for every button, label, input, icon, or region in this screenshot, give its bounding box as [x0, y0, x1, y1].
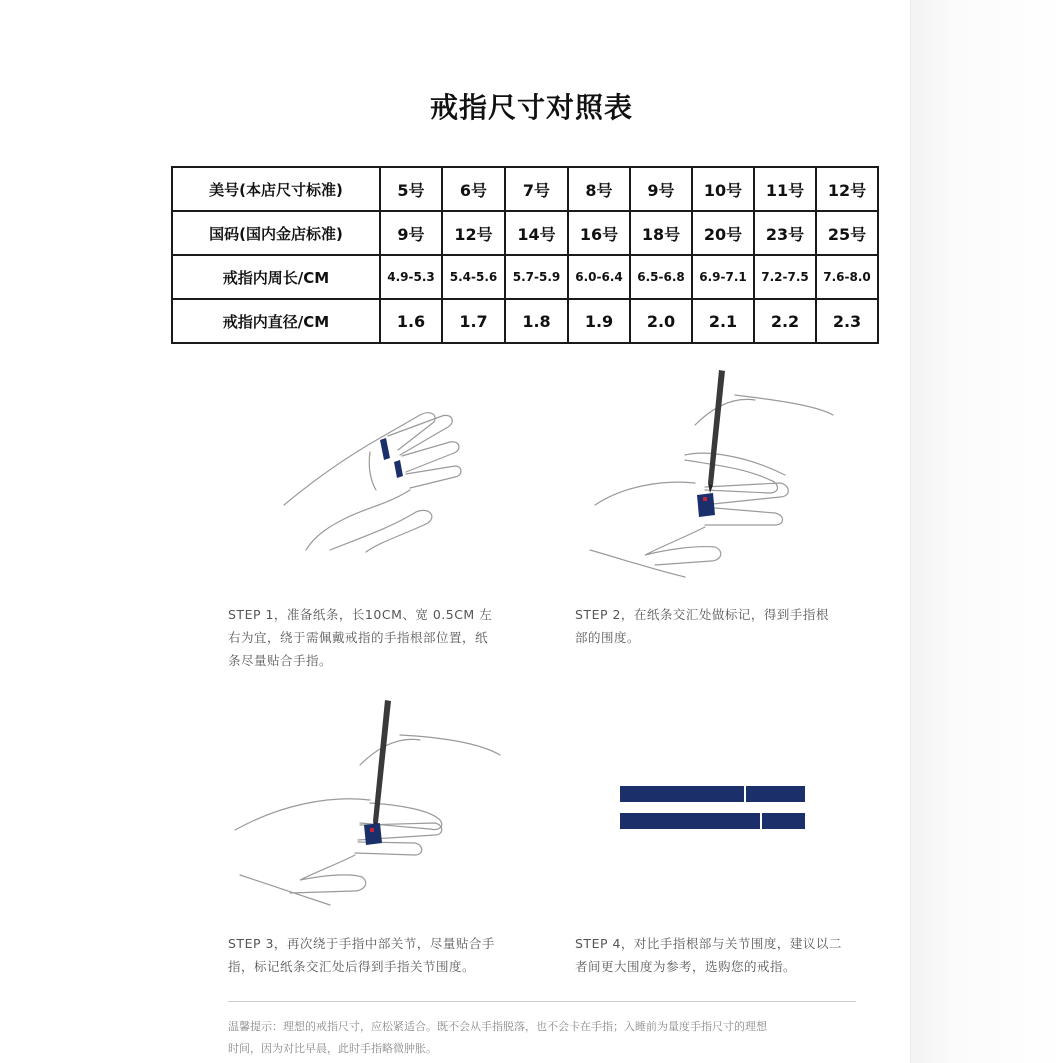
- table-cell: 6号: [442, 167, 505, 211]
- table-cell: 6.9-7.1: [692, 255, 754, 299]
- paper-strip: [364, 823, 382, 845]
- step4-line: 者间更大围度为参考，选购您的戒指。: [575, 959, 797, 974]
- row-label: 国码(国内金店标准): [172, 211, 380, 255]
- strip-knuckle: [620, 813, 805, 829]
- step2-text: [575, 603, 875, 649]
- table-cell: 8号: [568, 167, 630, 211]
- footer-divider: [228, 1001, 856, 1002]
- table-row: [172, 299, 878, 343]
- table-cell: 25号: [816, 211, 878, 255]
- table-row: [172, 211, 878, 255]
- table-cell: 1.8: [505, 299, 568, 343]
- step4-text: [575, 932, 875, 978]
- step4-line: STEP 4，对比手指根部与关节围度，建议以二: [575, 936, 842, 951]
- strip-base: [620, 786, 805, 802]
- table-cell: 9号: [630, 167, 692, 211]
- step2-line: STEP 2，在纸条交汇处做标记，得到手指根: [575, 607, 829, 622]
- table-cell: 11号: [754, 167, 816, 211]
- table-cell: 5.7-5.9: [505, 255, 568, 299]
- table-cell: 6.5-6.8: [630, 255, 692, 299]
- page-edge-shadow: [910, 0, 1063, 1063]
- step3-line: 指，标记纸条交汇处后得到手指关节围度。: [228, 959, 476, 974]
- row-label: 戒指内直径/CM: [172, 299, 380, 343]
- table-cell: 18号: [630, 211, 692, 255]
- table-cell: 7号: [505, 167, 568, 211]
- pen: [708, 370, 725, 493]
- step1-text: [228, 603, 528, 672]
- paper-strip: [697, 493, 715, 517]
- footer-line: 温馨提示：理想的戒指尺寸，应松紧适合。既不会从手指脱落，也不会卡在手指；入睡前为量度手指尺寸的理想: [228, 1020, 767, 1033]
- step3-text: [228, 932, 528, 978]
- step1-illustration: [270, 400, 480, 570]
- table-cell: 2.0: [630, 299, 692, 343]
- step1-line: STEP 1，准备纸条，长10CM、宽 0.5CM 左: [228, 607, 493, 622]
- step2-illustration: [585, 365, 840, 580]
- table-cell: 6.0-6.4: [568, 255, 630, 299]
- table-cell: 5号: [380, 167, 442, 211]
- table-cell: 1.6: [380, 299, 442, 343]
- strip-comparison: [620, 786, 805, 840]
- row-label: 美号(本店尺寸标准): [172, 167, 380, 211]
- table-cell: 5.4-5.6: [442, 255, 505, 299]
- footer-line: 时间，因为对比早晨，此时手指略微肿胀。: [228, 1042, 437, 1055]
- step1-line: 条尽量贴合手指。: [228, 653, 333, 668]
- pen: [373, 700, 391, 831]
- footer-note: [228, 1016, 858, 1060]
- table-cell: 12号: [442, 211, 505, 255]
- table-cell: 16号: [568, 211, 630, 255]
- step2-line: 部的围度。: [575, 630, 641, 645]
- table-cell: 14号: [505, 211, 568, 255]
- table-row: [172, 255, 878, 299]
- table-cell: 23号: [754, 211, 816, 255]
- ring-size-table: [171, 166, 879, 344]
- paper-strip: [380, 438, 403, 478]
- step1-line: 右为宜，绕于需佩戴戒指的手指根部位置，纸: [228, 630, 489, 645]
- table-cell: 2.3: [816, 299, 878, 343]
- table-cell: 20号: [692, 211, 754, 255]
- table-cell: 2.1: [692, 299, 754, 343]
- table-cell: 9号: [380, 211, 442, 255]
- table-cell: 4.9-5.3: [380, 255, 442, 299]
- table-cell: 2.2: [754, 299, 816, 343]
- step3-line: STEP 3，再次绕于手指中部关节，尽量贴合手: [228, 936, 495, 951]
- table-row: [172, 167, 878, 211]
- row-label: 戒指内周长/CM: [172, 255, 380, 299]
- table-cell: 10号: [692, 167, 754, 211]
- page-title: 戒指尺寸对照表: [429, 91, 633, 124]
- step3-illustration: [230, 695, 505, 910]
- table-cell: 1.7: [442, 299, 505, 343]
- table-cell: 12号: [816, 167, 878, 211]
- table-cell: 7.2-7.5: [754, 255, 816, 299]
- table-cell: 7.6-8.0: [816, 255, 878, 299]
- table-cell: 1.9: [568, 299, 630, 343]
